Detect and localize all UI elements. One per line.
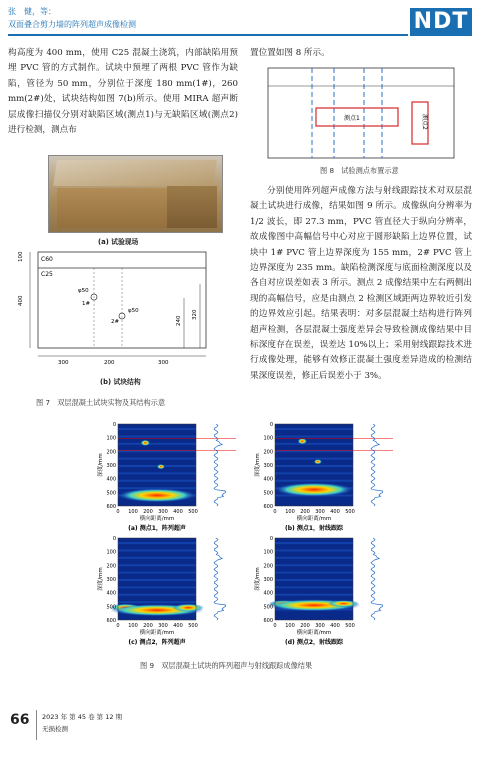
- dim-300-right: 300: [158, 360, 169, 366]
- x-tick-label: 500: [188, 623, 198, 629]
- x-tick-label: 400: [330, 623, 340, 629]
- y-tick-label: 600: [106, 504, 116, 510]
- x-tick-label: 400: [330, 509, 340, 515]
- y-tick-label: 600: [106, 618, 116, 624]
- panel-label: (c) 测点2，阵列超声: [128, 639, 186, 646]
- imaging-panel-2: [245, 420, 401, 532]
- x-tick-label: 100: [285, 623, 295, 629]
- y-axis-label: 深度/mm: [255, 453, 261, 477]
- phi-label-1: φ50: [78, 288, 89, 294]
- c25-label: C25: [41, 271, 53, 278]
- fig7-caption: 图 7 双层混凝土试块实物及其结构示意: [36, 398, 166, 407]
- y-tick-label: 100: [106, 435, 116, 442]
- dim-200: 200: [104, 360, 115, 366]
- page-header: [0, 0, 480, 44]
- journal-name: 无损检测: [42, 725, 68, 733]
- x-tick-label: 200: [300, 509, 310, 515]
- right-text-top: 置位置如图 8 所示。: [250, 48, 330, 58]
- x-tick-label: 500: [188, 509, 198, 515]
- header-rule: [8, 34, 408, 36]
- y-tick-label: 600: [263, 504, 273, 510]
- dim-300-left: 300: [58, 360, 69, 366]
- y-tick-label: 600: [263, 618, 273, 624]
- pipe2-label: 2#: [111, 319, 120, 325]
- y-tick-label: 300: [106, 577, 116, 583]
- fig7a-label: (a) 试验现场: [98, 238, 139, 246]
- dim-100: 100: [18, 251, 24, 262]
- journal-logo: NDT: [410, 8, 472, 36]
- phi-label-2: φ50: [128, 308, 139, 314]
- y-axis-label: 深度/mm: [255, 567, 261, 591]
- y-axis-label: 深度/mm: [98, 453, 104, 477]
- y-tick-label: 300: [263, 577, 273, 583]
- x-axis-label: 横向距离/mm: [296, 630, 332, 636]
- fig7b-label: (b) 试块结构: [100, 378, 141, 386]
- y-tick-label: 200: [263, 449, 273, 456]
- x-tick-label: 500: [345, 509, 355, 515]
- panel-label: (d) 测点2，射线跟踪: [284, 639, 344, 646]
- y-tick-label: 400: [106, 476, 116, 483]
- x-axis-label: 横向距离/mm: [139, 516, 175, 522]
- y-tick-label: 500: [263, 604, 273, 611]
- c60-label: C60: [41, 256, 53, 263]
- header-title: 双面叠合剪力墙的阵列超声成像检测: [8, 20, 136, 29]
- x-tick-label: 300: [315, 509, 325, 515]
- imaging-panel-3: [88, 534, 244, 646]
- x-tick-label: 0: [273, 509, 277, 515]
- x-axis-label: 横向距离/mm: [139, 630, 175, 636]
- y-tick-label: 500: [263, 490, 273, 497]
- dim-400: 400: [18, 295, 24, 306]
- x-tick-label: 0: [116, 509, 120, 515]
- x-tick-label: 200: [143, 509, 153, 515]
- y-tick-label: 500: [106, 490, 116, 497]
- header-authors: 张 健，等：: [8, 7, 56, 16]
- y-tick-label: 300: [263, 463, 273, 469]
- test-site-photo: [48, 155, 223, 233]
- fig8-caption: 图 8 试验测点布置示意: [320, 166, 399, 175]
- test-point-2-label: 测点2: [421, 114, 428, 130]
- y-tick-label: 100: [263, 435, 273, 442]
- x-tick-label: 400: [173, 509, 183, 515]
- x-tick-label: 300: [158, 623, 168, 629]
- x-tick-label: 0: [273, 623, 277, 629]
- page-number: 66: [10, 712, 30, 728]
- y-tick-label: 0: [112, 422, 116, 428]
- dim-240: 240: [176, 315, 182, 326]
- specimen-structure-diagram: [8, 246, 240, 376]
- panel-label: (b) 测点1，射线跟踪: [284, 525, 344, 532]
- x-tick-label: 100: [285, 509, 295, 515]
- x-tick-label: 500: [345, 623, 355, 629]
- y-axis-label: 深度/mm: [98, 567, 104, 591]
- pipe1-label: 1#: [82, 301, 91, 307]
- x-axis-label: 横向距离/mm: [296, 516, 332, 522]
- y-tick-label: 200: [106, 563, 116, 570]
- x-tick-label: 0: [116, 623, 120, 629]
- y-tick-label: 100: [106, 549, 116, 556]
- x-tick-label: 200: [143, 623, 153, 629]
- imaging-panel-1: [88, 420, 244, 532]
- y-tick-label: 0: [269, 536, 273, 542]
- y-tick-label: 400: [106, 590, 116, 597]
- imaging-panel-4: [245, 534, 401, 646]
- dim-320: 320: [192, 309, 198, 320]
- y-tick-label: 200: [263, 563, 273, 570]
- x-tick-label: 100: [128, 509, 138, 515]
- footer-rule: [36, 710, 37, 740]
- y-tick-label: 400: [263, 590, 273, 597]
- x-tick-label: 300: [158, 509, 168, 515]
- y-tick-label: 200: [106, 449, 116, 456]
- x-tick-label: 200: [300, 623, 310, 629]
- right-body-text: 分别使用阵列超声成像方法与射线跟踪技术对双层混凝土试块进行成像，结果如图 9 所示。成像纵向分辨率为 1/2 波长，即 27.3 mm，PVC 管直径大于纵向分辨率，故成像图中高幅信号中心对应于圆形缺陷上边界位置，试块中 1# PVC 管上边界深度为 155 mm，2# PVC 管上边界深度为 235 mm。缺陷检测深度与底面检测深度以及各自对应误差如表 3 所示。测点 2 成像结果中左右两侧出现的高幅信号，应是由测点 2 检测区域距两边界较近引发的边界效应引起。结果表明：对多层混凝土结构进行阵列超声检测，各层混凝土强度差异会导致检测成像结果中目标深度存在误差，误差达 10%以上；采用射线跟踪技术进行成像处理，能够有效修正混凝土强度差异造成的检测结果深度误差，修正后误差小于 3%。: [250, 186, 472, 381]
- x-tick-label: 100: [128, 623, 138, 629]
- y-tick-label: 300: [106, 463, 116, 469]
- test-point-1-label: 测点1: [344, 115, 360, 122]
- y-tick-label: 0: [112, 536, 116, 542]
- left-body-text: 构高度为 400 mm，使用 C25 混凝土浇筑，内部缺陷用预埋 PVC 管的方式制作。试块中预埋了两根 PVC 管作为缺陷，管径为 50 mm，分别位于深度 180 mm(1#)，260 mm(2#)处，试块结构如图 7(b)所示。使用 MIRA 超声断层成像扫描仪分别对缺陷区域(测点1)与无缺陷区域(测点2)进行检测，测点布: [8, 48, 238, 136]
- y-tick-label: 500: [106, 604, 116, 611]
- fig9-caption: 图 9 双层混凝土试块的阵列超声与射线跟踪成像结果: [140, 661, 313, 670]
- y-tick-label: 100: [263, 549, 273, 556]
- test-point-layout-diagram: [252, 66, 472, 162]
- y-tick-label: 0: [269, 422, 273, 428]
- issue-info: 2023 年 第 45 卷 第 12 期: [42, 713, 123, 721]
- x-tick-label: 300: [315, 623, 325, 629]
- x-tick-label: 400: [173, 623, 183, 629]
- y-tick-label: 400: [263, 476, 273, 483]
- panel-label: (a) 测点1，阵列超声: [128, 525, 186, 532]
